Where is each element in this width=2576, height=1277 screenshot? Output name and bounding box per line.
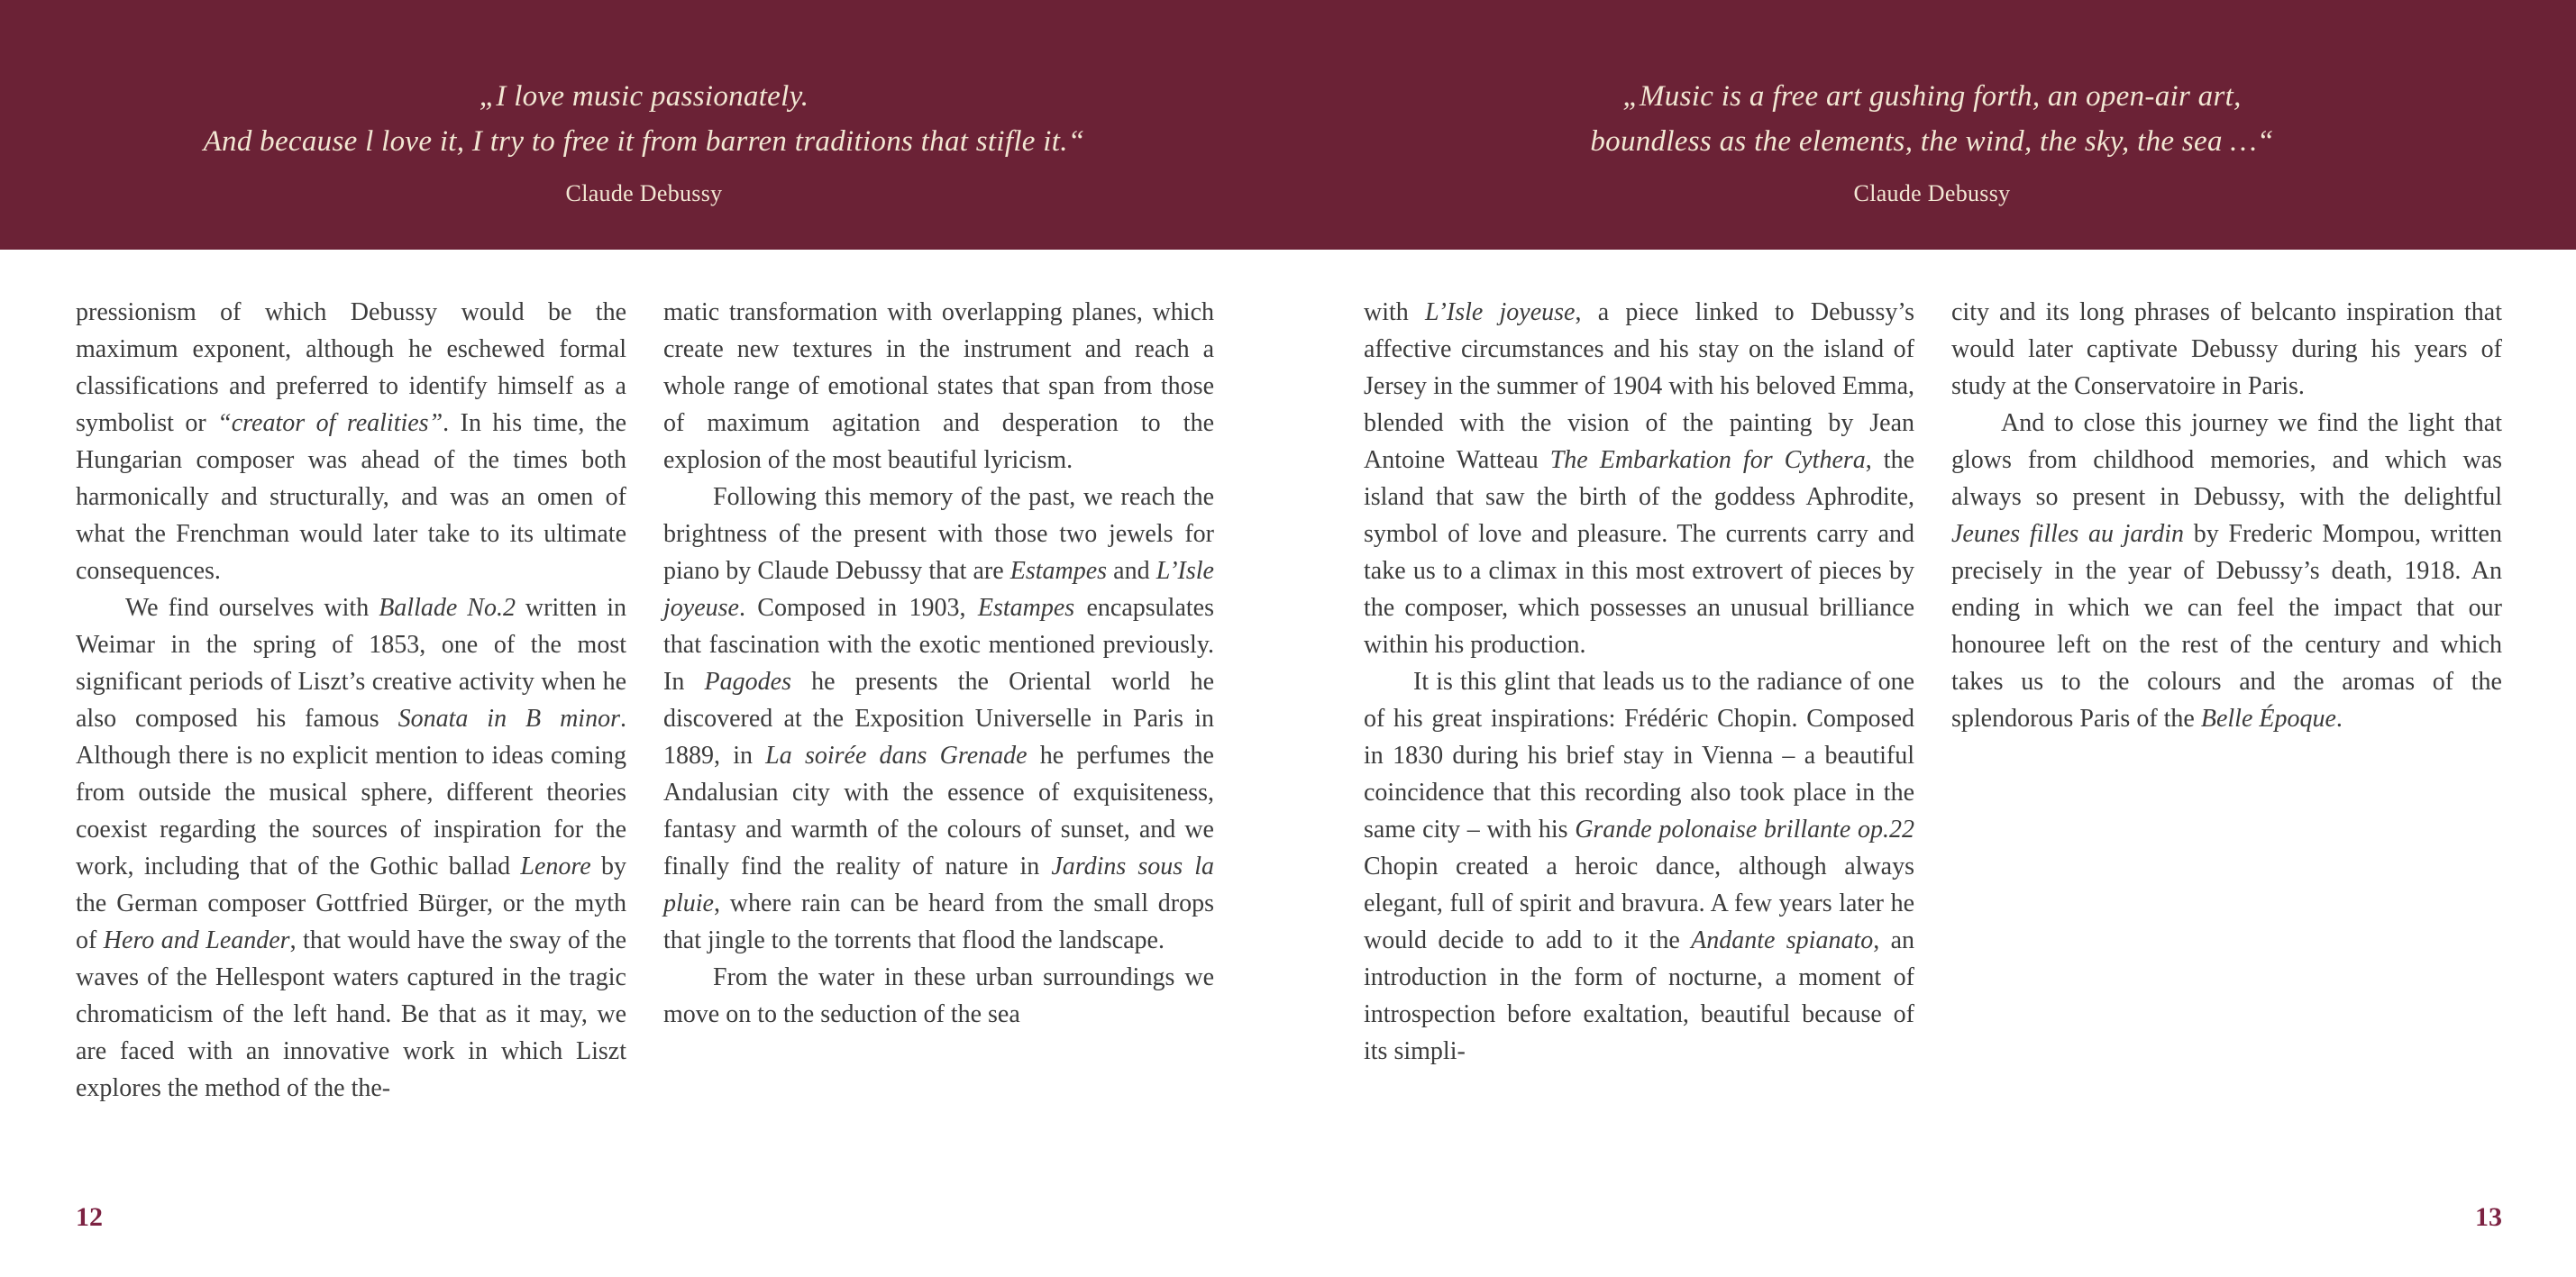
text-run: matic transformation with overlapping planes, which create new textures in the instrument and reach a whole range of emotional states that span from those of maximum agitation and desperation to the explosion of the most beautiful lyricism. [663,298,1214,474]
right-quote-attribution: Claude Debussy [1853,180,2011,206]
text-run: city and its long phrases of belcanto inspiration that would later captivate Debussy during his years of study at the Conservatoire in Paris. [1951,298,2502,400]
page-number-left: 12 [76,1202,103,1232]
text-run: , a piece linked to Debussy’s affective circumstances and his stay on the island of Jersey in the summer of 1904 with his beloved Emma, blended with the vision of the painting by Jean Antoine Watteau [1364,298,1915,474]
italic-text-run: Ballade No.2 [379,594,516,622]
text-column-4 [1951,294,2502,1107]
paragraph [663,959,1214,1033]
text-run: by the German composer Gottfried Bürger, or the myth of [76,853,626,954]
text-run: Following this memory of the past, we reach the brightness of the present with those two jewels for piano by Claude Debussy that are [663,483,1214,585]
text-run: Chopin created a heroic dance, although always elegant, full of spirit and bravura. A few years later he would decide to add to it the [1364,853,1914,954]
text-run: . [2335,705,2343,733]
italic-text-run: Hero and Leander [103,926,290,954]
text-run: We find ourselves with [125,594,379,622]
italic-text-run: Jardins sous la pluie [663,853,1214,917]
text-run: by Frederic Mompou, written precisely in the year of Debussy’s death, 1918. An ending in which we can feel the impact that our honouree left on the rest of the century and which takes us to the colours and the aromas of the splendorous Paris of the [1951,520,2502,733]
text-run: pressionism of which Debussy would be the maximum exponent, although he eschewed formal classifications and preferred to identify himself as a symbolist or [76,298,626,437]
italic-text-run: “creator of realities” [217,409,443,437]
left-quote [0,0,1288,250]
text-run: , the island that saw the birth of the goddess Aphrodite, symbol of love and pleasure. The currents carry and take us to a climax in this most extrovert of pieces by the composer, which possesses an unusual brilliance within his production. [1364,446,1914,659]
italic-text-run: Estampes [977,594,1075,622]
right-quote [1288,0,2576,250]
text-run: , that would have the sway of the waves of the Hellespont waters captured in the tragic chromaticism of the left hand. Be that as it may, we are faced with an innovative work in which Liszt explores the method of the the- [76,926,626,1102]
paragraph [1364,294,1914,663]
text-run: written in Weimar in the spring of 1853, one of the most significant periods of Liszt’s creative activity when he also composed his famous [76,594,626,733]
paragraph [1951,405,2502,737]
left-quote-attribution: Claude Debussy [565,180,723,206]
text-run: . Although there is no explicit mention to ideas coming from outside the musical sphere, different theories coexist regarding the sources of inspiration for the work, including that of the Gothic ballad [76,705,626,880]
text-column-2 [663,294,1214,1107]
text-run: And to close this journey we find the light that glows from childhood memories, and which was always so present in Debussy, with the delightful [1951,409,2502,511]
left-quote-line-2: And because l love it, I try to free it from barren traditions that stifle it.“ [203,125,1085,158]
text-column-3 [1364,294,1914,1107]
text-run: . In his time, the Hungarian composer was ahead of the times both harmonically and structurally, and was an omen of what the Frenchman would later take to its ultimate consequences. [76,409,626,585]
italic-text-run: Andante spianato [1691,926,1874,954]
italic-text-run: Jeunes filles au jardin [1951,520,2185,548]
italic-text-run: La soirée dans Grenade [765,742,1028,770]
text-run: he presents the Oriental world he discovered at the Exposition Universelle in Paris in 1889, in [663,668,1214,770]
text-run: , where rain can be heard from the small drops that jingle to the torrents that flood the landscape. [663,889,1214,954]
text-run: . Composed in 1903, [738,594,978,622]
page-spread [76,294,2502,1107]
right-quote-line-1: „Music is a free art gushing forth, an open-air art, [1622,80,2242,113]
text-run: , an introduction in the form of nocturne, a moment of introspection before exaltation, beautiful because of its simpli- [1364,926,1914,1065]
text-run: From the water in these urban surroundings we move on to the seduction of the sea [663,963,1214,1028]
paragraph [1364,663,1914,1070]
italic-text-run: Belle Époque [2200,705,2336,733]
right-quote-line-2: boundless as the elements, the wind, the sky, the sea …“ [1590,125,2274,158]
page-number-right: 13 [2475,1202,2502,1232]
paragraph [663,294,1214,479]
left-quote-line-1: „I love music passionately. [479,80,809,113]
text-run: and [1107,557,1156,585]
text-run: encapsulates that fascination with the exotic mentioned previously. In [663,594,1214,696]
header-band [0,0,2576,250]
paragraph [76,294,626,589]
italic-text-run: Estampes [1009,557,1108,585]
paragraph [1951,294,2502,405]
paragraph [663,479,1214,959]
text-column-1 [76,294,626,1107]
paragraph [76,589,626,1107]
italic-text-run: The Embarkation for Cythera [1549,446,1866,474]
italic-text-run: Pagodes [704,668,791,696]
italic-text-run: L’Isle joyeuse [1425,298,1576,326]
text-run: It is this glint that leads us to the radiance of one of his great inspirations: Frédéric Chopin. Composed in 1830 during his brief stay in Vienna – a beautiful coincidence that this recording also took place in the same city – with his [1364,668,1914,844]
italic-text-run: Lenore [520,853,591,880]
italic-text-run: L’Isle joyeuse [663,557,1214,622]
italic-text-run: Grande polonaise brillante op.22 [1575,816,1914,844]
italic-text-run: Sonata in B minor [397,705,620,733]
text-run: with [1364,298,1426,326]
text-run: he perfumes the Andalusian city with the essence of exquisiteness, fantasy and warmth of the colours of sunset, and we finally find the reality of nature in [663,742,1214,880]
